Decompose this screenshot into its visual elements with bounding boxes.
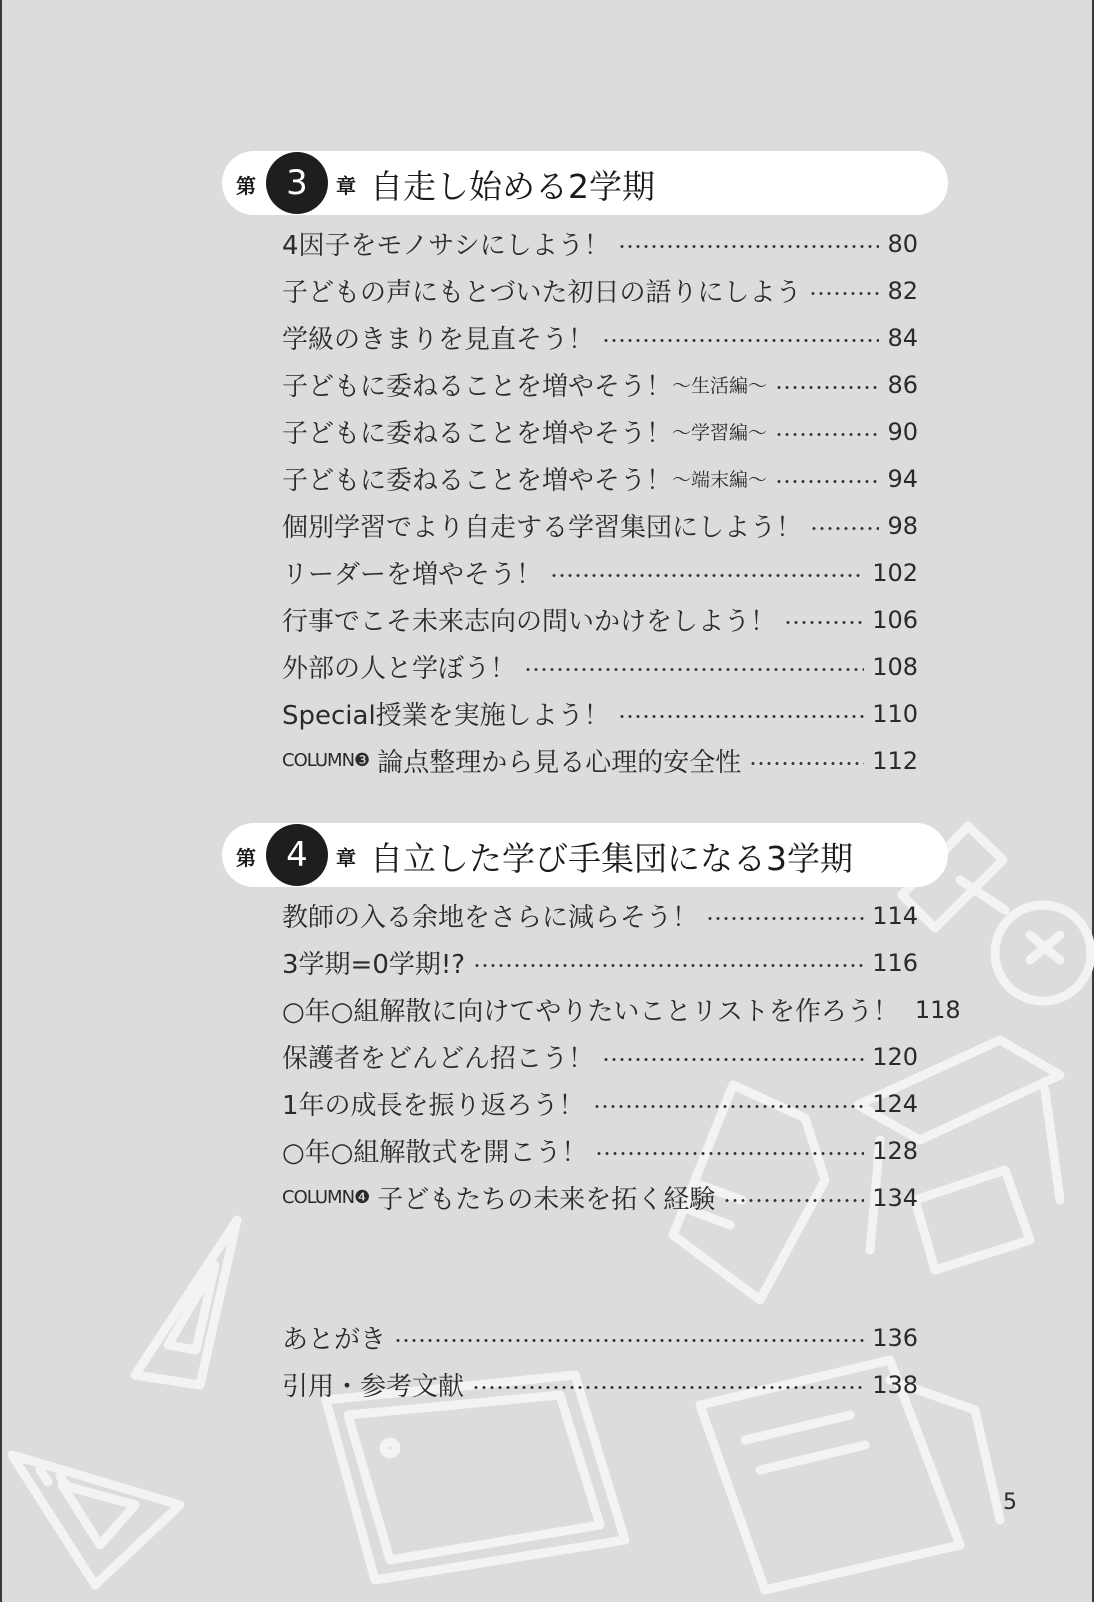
triangle-ruler-icon	[12, 1455, 180, 1585]
page-number: 98	[887, 511, 918, 540]
leader-dots	[810, 527, 879, 530]
toc-entry[interactable]	[282, 643, 918, 690]
leader-dots	[723, 1199, 864, 1202]
toc-entry[interactable]	[282, 267, 918, 314]
leader-dots	[775, 433, 879, 436]
chapter-number-badge: 4	[266, 824, 328, 886]
folio-page-number: 5	[1003, 1490, 1017, 1515]
leader-dots	[550, 574, 864, 577]
toc-entry[interactable]	[282, 220, 918, 267]
entry-title: 保護者をどんどん招こう！	[282, 1044, 595, 1074]
toc-entry[interactable]	[282, 939, 918, 986]
leader-dots	[593, 1105, 865, 1108]
toc-entry-column[interactable]	[282, 737, 918, 784]
toc-list	[282, 220, 918, 784]
page-number: 112	[872, 746, 918, 775]
entry-title: 4因子をモノサシにしよう！	[282, 231, 610, 261]
page-number: 114	[872, 901, 918, 930]
entry-title: ○年○組解散に向けてやりたいことリストを作ろう！	[282, 997, 899, 1027]
leader-dots	[809, 292, 879, 295]
entry-title: 子どもに委ねることを増やそう！	[282, 372, 673, 402]
toc-entry-column[interactable]	[282, 1174, 918, 1221]
toc-entry[interactable]	[282, 314, 918, 361]
page-number: 86	[887, 370, 918, 399]
page-number: 84	[887, 323, 918, 352]
entry-title: 子どもたちの未来を拓く経験	[377, 1185, 716, 1215]
toc-entry[interactable]	[282, 502, 918, 549]
toc-entry[interactable]	[282, 690, 918, 737]
leader-dots	[602, 1058, 864, 1061]
entry-title: Special授業を実施しよう！	[282, 701, 610, 731]
toc-entry[interactable]	[282, 549, 918, 596]
entry-title: 外部の人と学ぼう！	[282, 654, 517, 684]
toc-entry[interactable]	[282, 455, 918, 502]
entry-subtitle: 〜生活編〜	[672, 375, 768, 397]
page-number: 106	[872, 605, 918, 634]
page-number: 120	[872, 1042, 918, 1071]
page-number: 94	[887, 464, 918, 493]
entry-title: 子どもに委ねることを増やそう！	[282, 419, 673, 449]
page-number: 118	[914, 995, 961, 1024]
entry-title: ○年○組解散式を開こう！	[282, 1138, 588, 1168]
page-number: 138	[872, 1370, 918, 1399]
chapter-prefix: 第	[236, 846, 256, 870]
chapter-header	[222, 151, 948, 215]
leader-dots	[775, 480, 879, 483]
toc-list	[282, 892, 961, 1221]
toc-entry[interactable]	[282, 1080, 918, 1127]
leader-dots	[472, 1386, 864, 1389]
entry-title: 1年の成長を振り返ろう！	[282, 1091, 585, 1121]
page-number: 116	[872, 948, 918, 977]
leader-dots	[394, 1339, 864, 1342]
back-matter-list	[282, 1314, 918, 1408]
leader-dots	[595, 1152, 864, 1155]
entry-title: リーダーを増やそう！	[282, 560, 543, 590]
page-number: 82	[887, 276, 918, 305]
entry-title: 引用・参考文献	[282, 1372, 465, 1402]
leader-dots	[473, 964, 864, 967]
chapter-prefix: 第	[236, 174, 256, 198]
entry-subtitle: 〜学習編〜	[672, 422, 768, 444]
chapter-header	[222, 823, 948, 887]
toc-entry[interactable]	[282, 1127, 918, 1174]
page-number: 110	[872, 699, 918, 728]
entry-title: 個別学習でより自走する学習集団にしよう！	[282, 513, 803, 543]
page-number: 102	[872, 558, 918, 587]
leader-dots	[618, 715, 865, 718]
toc-entry[interactable]	[282, 1361, 918, 1408]
chapter-number-badge: 3	[266, 152, 328, 214]
leader-dots	[618, 245, 880, 248]
toc-entry[interactable]	[282, 1033, 918, 1080]
leader-dots	[749, 762, 864, 765]
entry-title: 子どもに委ねることを増やそう！	[282, 466, 673, 496]
column-label: COLUMN❸	[282, 750, 370, 771]
page-number: 80	[887, 229, 918, 258]
entry-subtitle: 〜端末編〜	[672, 469, 768, 491]
entry-title: あとがき	[282, 1325, 387, 1355]
entry-title: 行事でこそ未来志向の問いかけをしよう！	[282, 607, 777, 637]
entry-title: 学級のきまりを見直そう！	[282, 325, 595, 355]
entry-title: 3学期=0学期!?	[282, 950, 466, 980]
leader-dots	[706, 917, 864, 920]
toc-entry[interactable]	[282, 1314, 918, 1361]
page-number: 136	[872, 1323, 918, 1352]
triangle-ruler-icon	[135, 1220, 237, 1385]
leader-dots	[602, 339, 879, 342]
leader-dots	[784, 621, 864, 624]
entry-title: 論点整理から見る心理的安全性	[377, 748, 742, 778]
entry-title: 子どもの声にもとづいた初日の語りにしよう	[282, 278, 802, 308]
toc-entry[interactable]	[282, 361, 918, 408]
leader-dots	[775, 386, 879, 389]
page-number: 128	[872, 1136, 918, 1165]
toc-entry[interactable]	[282, 986, 961, 1033]
toc-entry[interactable]	[282, 596, 918, 643]
chapter-suffix: 章	[336, 174, 356, 198]
chapter-title: 自走し始める2学期	[370, 167, 655, 206]
toc-entry[interactable]	[282, 408, 918, 455]
column-label: COLUMN❹	[282, 1187, 370, 1208]
page-number: 134	[872, 1183, 918, 1212]
page-number: 108	[872, 652, 918, 681]
page-number: 90	[887, 417, 918, 446]
leader-dots	[524, 668, 864, 671]
toc-entry[interactable]	[282, 892, 918, 939]
chapter-title: 自立した学び手集団になる3学期	[370, 839, 853, 878]
page-number: 124	[872, 1089, 918, 1118]
entry-title: 教師の入る余地をさらに減らそう！	[282, 903, 699, 933]
chapter-suffix: 章	[336, 846, 356, 870]
